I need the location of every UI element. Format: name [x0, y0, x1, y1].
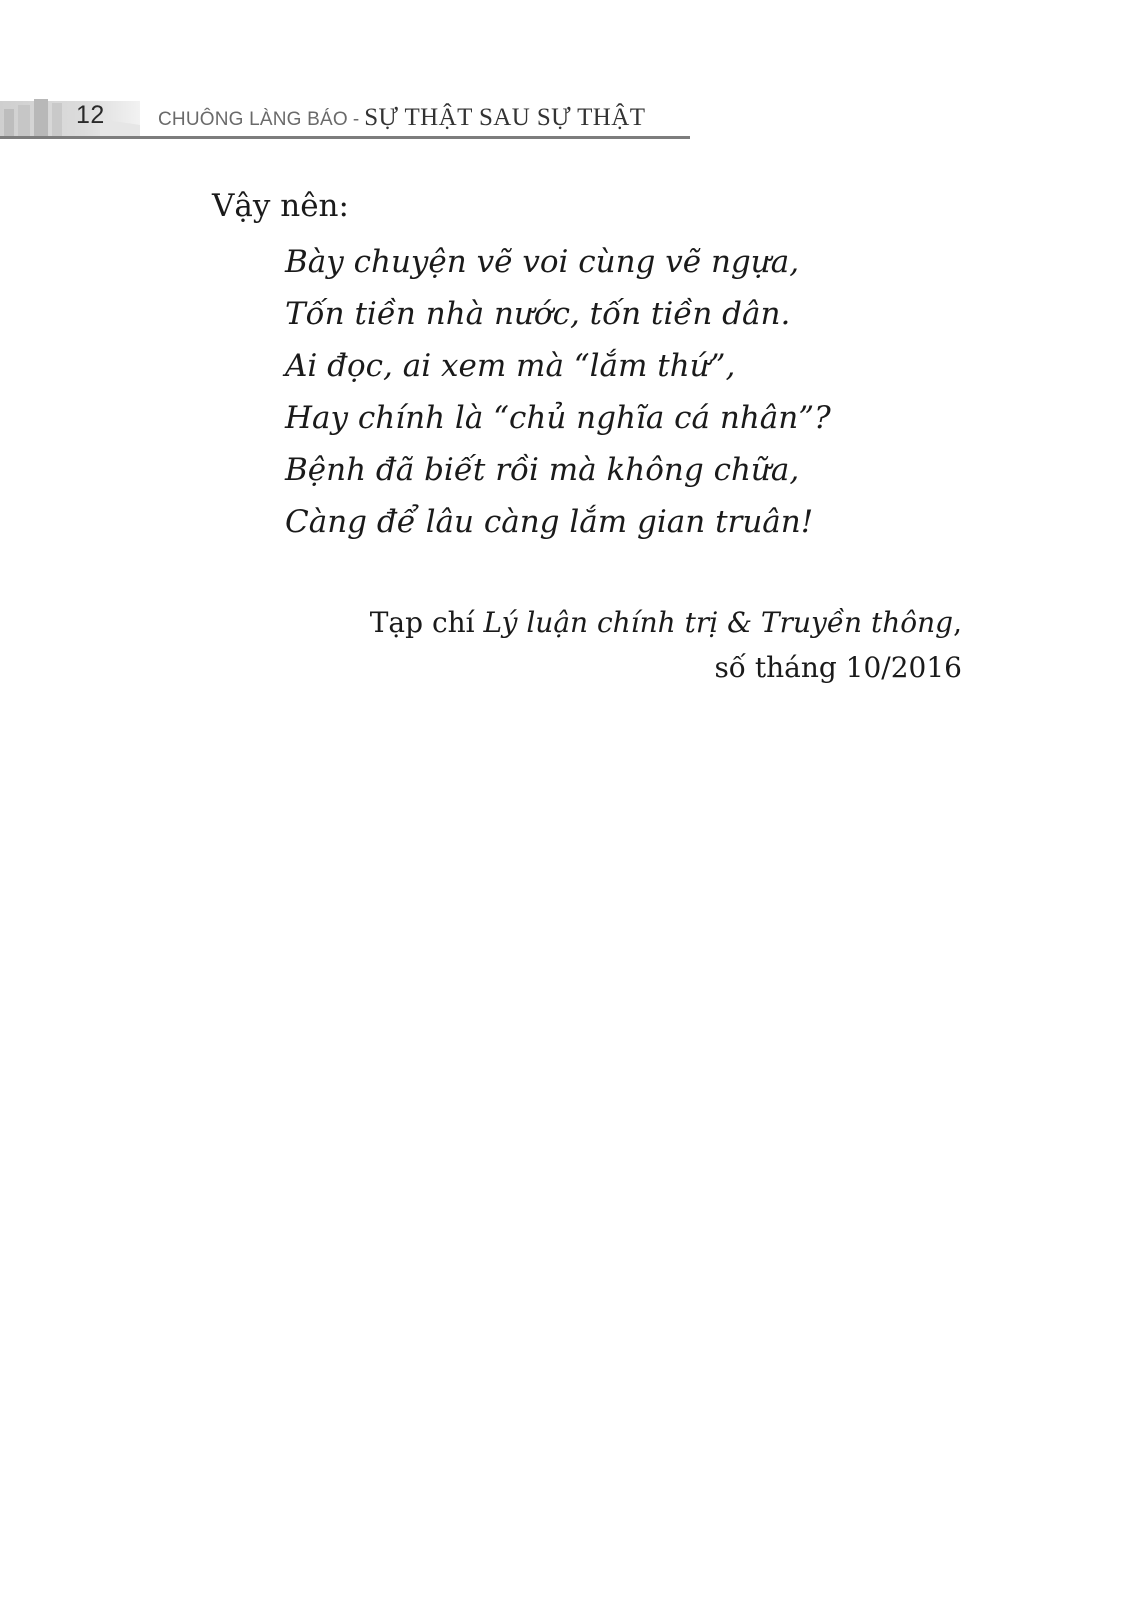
poem-line: Hay chính là “chủ nghĩa cá nhân”? — [285, 400, 831, 436]
source-prefix: Tạp chí — [369, 606, 475, 639]
poem — [285, 236, 831, 548]
poem-line: Bày chuyện vẽ voi cùng vẽ ngựa, — [285, 244, 800, 280]
series-title: CHUÔNG LÀNG BÁO — [158, 109, 348, 130]
running-title — [158, 104, 645, 132]
running-header — [0, 95, 690, 139]
poem-line: Ai đọc, ai xem mà “lắm thứ”, — [285, 348, 736, 384]
source-comma: , — [953, 606, 962, 639]
source-journal-line — [370, 600, 962, 645]
header-decorative-band — [0, 95, 140, 139]
lead-text: Vậy nên: — [212, 188, 349, 224]
poem-line: Tốn tiền nhà nước, tốn tiền dân. — [285, 296, 791, 332]
poem-line: Càng để lâu càng lắm gian truân! — [285, 504, 814, 540]
source-issue: số tháng 10/2016 — [714, 651, 962, 684]
book-title: SỰ THẬT SAU SỰ THẬT — [364, 104, 646, 131]
title-separator: - — [352, 109, 360, 130]
header-rule — [0, 136, 690, 139]
source-citation — [370, 600, 962, 690]
journal-name: Lý luận chính trị & Truyền thông — [483, 606, 954, 639]
page-number: 12 — [76, 101, 105, 129]
poem-line: Bệnh đã biết rồi mà không chữa, — [285, 452, 800, 488]
